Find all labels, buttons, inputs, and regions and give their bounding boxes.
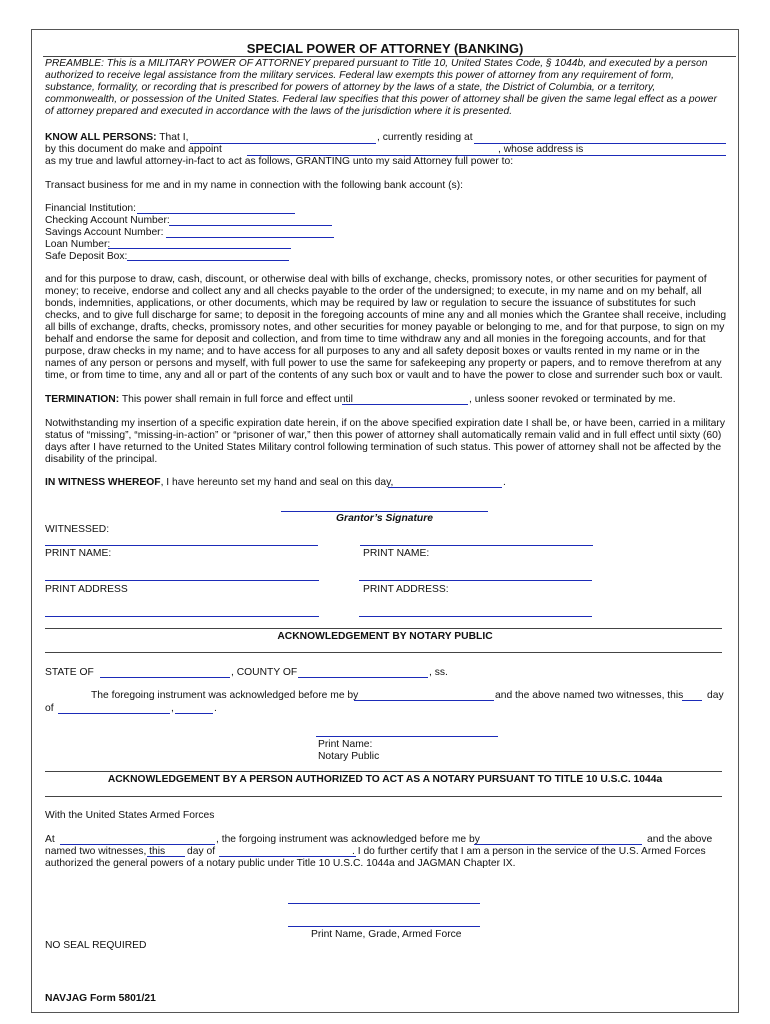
print-name-right: PRINT NAME:: [363, 548, 430, 559]
termination-text: This power shall remain in full force and effect until: [121, 394, 353, 405]
witnesses-text: and the above named two witnesses, this: [495, 690, 684, 701]
notary-rule-top: [45, 628, 722, 629]
loan-field[interactable]: [108, 248, 291, 249]
title10-month-field[interactable]: [219, 856, 356, 857]
notary-month-field[interactable]: [58, 713, 170, 714]
attorney-address-field[interactable]: [484, 155, 726, 156]
no-seal-label: NO SEAL REQUIRED: [45, 940, 147, 951]
state-label: STATE OF: [45, 667, 94, 678]
named-witnesses-text: named two witnesses, this: [45, 846, 166, 857]
notary-period: .: [214, 703, 217, 714]
forgoing-text: , the forgoing instrument was acknowledged before me by: [216, 834, 480, 845]
day-text: day: [707, 690, 724, 701]
safe-deposit-label: Safe Deposit Box:: [45, 251, 128, 262]
of-text: of: [45, 703, 54, 714]
termination-label: TERMINATION:: [45, 394, 120, 405]
residing-text: , currently residing at: [377, 132, 473, 143]
witness1-address-field[interactable]: [45, 616, 319, 617]
preamble: PREAMBLE: This is a MILITARY POWER OF ATTORNEY prepared pursuant to Title 10, United States Code, § 1044b, and executed by a person authorized to receive legal assistance from the military services. Federal law exempts this power of attorney from any requirement of form, substance, formality, or recording that is prescribed for powers of attorney by the laws of a state, the District of Columbia, or a territory, commonwealth, or possession of the United States. Federal law specifies that this power of attorney shall be given the same legal effect as a power of attorney prepared and executed in accordance with the laws of the jurisdiction where it is presented.: [45, 58, 717, 117]
grantor-signature-label: Grantor’s Signature: [336, 513, 433, 524]
title-rule: [43, 56, 736, 57]
savings-field[interactable]: [166, 237, 334, 238]
savings-label: Savings Account Number:: [45, 227, 164, 238]
print-address-left: PRINT ADDRESS: [45, 584, 128, 595]
foregoing-text: The foregoing instrument was acknowledged before me by: [91, 690, 359, 701]
know-label: KNOW ALL PERSONS:: [45, 132, 157, 143]
form-title: SPECIAL POWER OF ATTORNEY (BANKING): [246, 41, 524, 56]
notary-grantor-field[interactable]: [354, 700, 494, 701]
whose-address-text: , whose address is: [498, 144, 584, 155]
certify-text: . I do further certify that I am a person in the service of the U.S. Armed Forces: [352, 846, 706, 857]
notwithstanding-paragraph: Notwithstanding my insertion of a specific expiration date herein, if on the above specified expiration date I shall be, or have been, carried in a military status of “missing”, “missing-in-action” or “prisoner of war,” then this power of attorney shall automatically remain valid and in full effect until sixty (60) days after I have returned to the United States Military control following termination of such status. This power of attorney shall not be affected by the disability of the principal.: [45, 418, 725, 465]
that-i-text: That I,: [159, 132, 189, 143]
checking-field[interactable]: [169, 225, 332, 226]
witnessed-label: WITNESSED:: [45, 524, 110, 535]
title10-rule-bottom: [45, 796, 722, 797]
title10-day-field[interactable]: [147, 856, 185, 857]
title10-name-field[interactable]: [288, 926, 480, 927]
title10-rule-top: [45, 771, 722, 772]
witness-text: , I have hereunto set my hand and seal on this day,: [160, 477, 394, 488]
print-grade-label: Print Name, Grade, Armed Force: [311, 929, 462, 940]
form-number: NAVJAG Form 5801/21: [45, 993, 156, 1004]
county-field[interactable]: [298, 677, 428, 678]
know-all-persons-line: [45, 132, 188, 144]
termination-date-field[interactable]: [342, 404, 468, 405]
armed-forces-text: With the United States Armed Forces: [45, 810, 215, 821]
title10-signature-field[interactable]: [288, 903, 480, 904]
notary-rule-bottom: [45, 652, 722, 653]
witness-date-field[interactable]: [388, 487, 502, 488]
witness2-signature-field[interactable]: [360, 545, 593, 546]
day-of-text: day of: [187, 846, 216, 857]
state-field[interactable]: [100, 677, 230, 678]
notary-public-label: Notary Public: [318, 751, 380, 762]
safe-deposit-field[interactable]: [127, 260, 289, 261]
witness-whereof-line: [45, 477, 393, 489]
termination-line: [45, 394, 353, 406]
institution-label: Financial Institution:: [45, 203, 137, 214]
above-text: and the above: [647, 834, 713, 845]
checking-label: Checking Account Number:: [45, 215, 170, 226]
institution-field[interactable]: [137, 213, 295, 214]
at-text: At: [45, 834, 55, 845]
witness1-name-field[interactable]: [45, 580, 319, 581]
notary-signature-field[interactable]: [316, 736, 498, 737]
witness1-signature-field[interactable]: [45, 545, 318, 546]
loan-label: Loan Number:: [45, 239, 111, 250]
powers-paragraph: and for this purpose to draw, cash, discount, or otherwise deal with bills of exchange, checks, promissory notes, or other securities for payment of money; to receive, endorse and collect any and all checks payable to the order of the undersigned; to execute, in my name and on my behalf, all bonds, indemnities, applications, or other documents, which may be required by law or regulation to secure the issuance of substitutes for such checks, and to give full discharge for same; to deposit in the foregoing accounts of mine any and all monies which the Grantee shall receive, including all bills of exchange, drafts, checks, promissory notes, and other securities for money payable or belonging to me, and for that purpose, to sign on my behalf and endorse the same for deposit and collection, and from time to time withdraw any and all monies in the foregoing accounts, and for that purpose, draw checks in my name; and to have access for all purposes to any and all safety deposit boxes or vaults rented in my name or in the names of any person or persons and myself, with full power to use the same for safekeeping any property or papers, and to remove therefrom at any time, or from time to time, any and all or part of the contents of any such box or vault and to have the power to close and surrender such box or vault.: [45, 274, 727, 381]
notary-comma: ,: [171, 703, 174, 714]
witness2-address-field[interactable]: [359, 616, 592, 617]
transact-text: Transact business for me and in my name in connection with the following bank account (s):: [45, 180, 463, 191]
notary-day-field[interactable]: [682, 700, 702, 701]
witness-label: IN WITNESS WHEREOF: [45, 477, 161, 488]
granting-text: as my true and lawful attorney-in-fact to act as follows, GRANTING unto my said Attorney full power to:: [45, 156, 514, 167]
print-name-left: PRINT NAME:: [45, 548, 112, 559]
county-label: , COUNTY OF: [231, 667, 298, 678]
notary-print-name: Print Name:: [318, 739, 373, 750]
title10-grantor-field[interactable]: [474, 844, 642, 845]
notary-heading: ACKNOWLEDGEMENT BY NOTARY PUBLIC: [277, 631, 493, 642]
ss-label: , ss.: [429, 667, 448, 678]
witness-period: .: [503, 477, 506, 488]
notary-year-field[interactable]: [175, 713, 213, 714]
print-address-right: PRINT ADDRESS:: [363, 584, 449, 595]
appoint-text: by this document do make and appoint: [45, 144, 222, 155]
termination-tail: , unless sooner revoked or terminated by me.: [469, 394, 676, 405]
location-field[interactable]: [60, 844, 215, 845]
witness2-name-field[interactable]: [359, 580, 592, 581]
title10-heading: ACKNOWLEDGEMENT BY A PERSON AUTHORIZED TO ACT AS A NOTARY PURSUANT TO TITLE 10 U.S.C. 1044a: [107, 774, 663, 785]
grantor-signature-field[interactable]: [281, 511, 488, 512]
authorized-text: authorized the general powers of a notary public under Title 10 U.S.C. 1044a and JAGMAN Chapter IX.: [45, 858, 516, 869]
